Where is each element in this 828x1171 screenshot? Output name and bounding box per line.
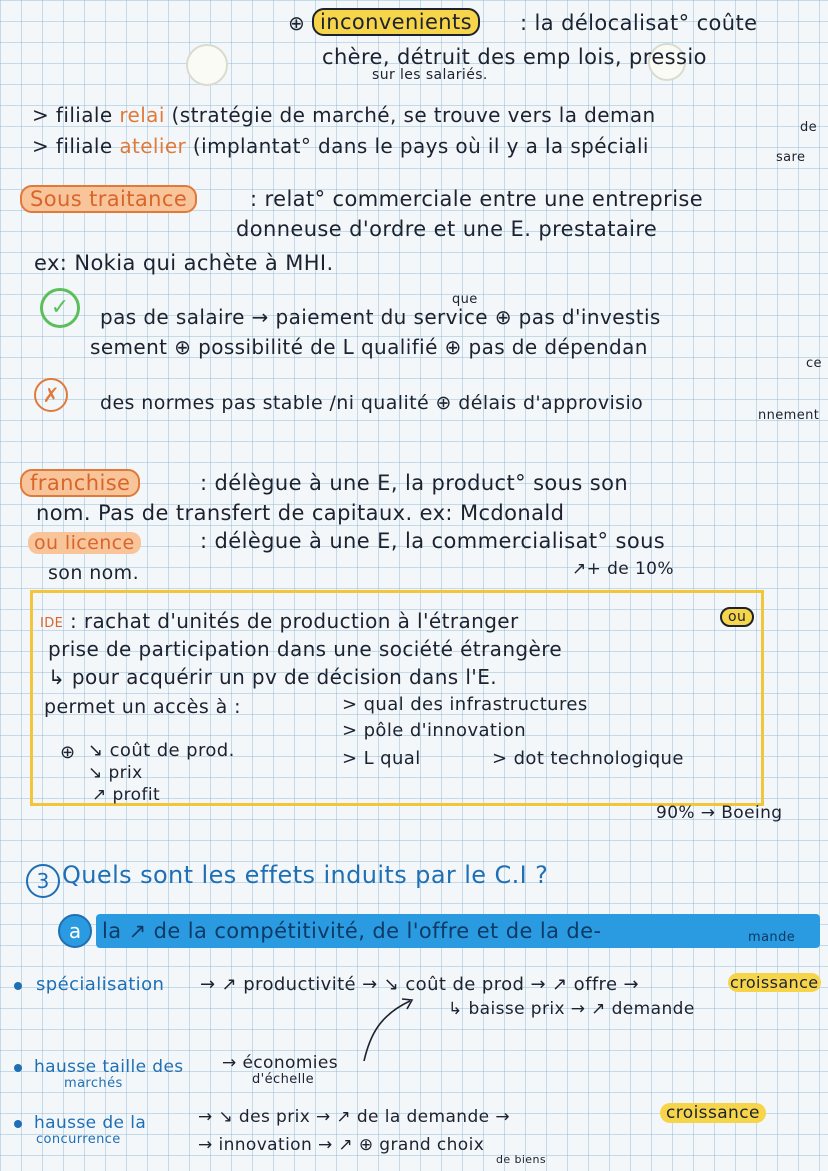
ide-gain-2: ↘ prix	[88, 763, 143, 783]
inconvenients-line-1: : la délocalisat° coûte	[520, 11, 758, 35]
effect-taille-label-2: marchés	[64, 1076, 123, 1091]
effect-concurrence-sub: de biens	[496, 1153, 546, 1166]
bullet-concurrence	[14, 1120, 22, 1128]
section-number-badge: 3	[26, 864, 60, 898]
franchise-label: franchise	[20, 470, 140, 496]
sous-traitance-pro-extra: ce	[806, 356, 822, 371]
effect-taille-chain-2: d'échelle	[252, 1072, 315, 1087]
ide-plus-icon: ⊕	[60, 742, 76, 763]
franchise-line-1: : délègue à une E, la product° sous son	[200, 471, 629, 495]
effect-specialisation-chain: → ↗ productivité → ↘ coût de prod → ↗ offre →	[200, 974, 640, 995]
filiale-relai-line: > filiale relai (stratégie de marché, se trouve vers la deman	[32, 103, 656, 127]
plus-icon: ⊕	[288, 11, 306, 35]
filiale-relai-extra: de	[800, 120, 818, 135]
effect-concurrence-chain-2: → innovation → ↗ ⊕ grand choix	[198, 1135, 485, 1155]
filiale-atelier-extra: sare	[776, 150, 806, 165]
ide-gain-3: ↗ profit	[92, 785, 161, 805]
ide-line-1: : rachat d'unités de production à l'étranger	[70, 609, 519, 633]
sous-traitance-que: que	[452, 292, 478, 307]
ide-acces-3: > L qual	[342, 748, 421, 769]
effect-specialisation-label: spécialisation	[36, 974, 165, 995]
ide-gain-1: ↘ coût de prod.	[88, 740, 235, 761]
bullet-specialisation	[14, 982, 22, 990]
ide-acces-4: > dot technologique	[492, 748, 684, 769]
curved-arrow	[360, 995, 420, 1065]
sous-traitance-line-2: donneuse d'ordre et une E. prestataire	[236, 217, 658, 241]
effect-specialisation-sub: ↳ baisse prix → ↗ demande	[448, 999, 695, 1019]
ide-line-3: ↳ pour acquérir un pv de décision dans l'E.	[48, 665, 497, 689]
licence-line-1: : délègue à une E, la commercialisat° sous	[200, 529, 666, 553]
ide-line-2: prise de participation dans une société étrangère	[48, 637, 563, 661]
inconvenients-line-2: chère, détruit des emp lois, pressio	[322, 45, 707, 69]
inconvenients-line-3: sur les salariés.	[372, 67, 488, 83]
inconvenients-label: inconvenients	[312, 9, 480, 35]
binder-hole-top	[186, 44, 228, 86]
effect-concurrence-chain: → ↘ des prix → ↗ de la demande →	[198, 1107, 510, 1127]
effect-taille-label: hausse taille des	[34, 1057, 184, 1077]
sous-traitance-con-extra: nnement	[758, 408, 820, 423]
effect-specialisation-end: croissance	[730, 973, 819, 992]
sous-traitance-pro-line-2: sement ⊕ possibilité de L qualifié ⊕ pas de dépendan	[90, 335, 648, 359]
sous-traitance-label: Sous traitance	[20, 186, 197, 212]
sous-traitance-pro-line-1: pas de salaire → paiement du service ⊕ pas d'investis	[100, 305, 661, 329]
subsection-letter-badge: a	[58, 914, 92, 948]
ide-abbr: IDE	[40, 616, 64, 631]
section-3-title: Quels sont les effets induits par le C.I ?	[62, 861, 549, 889]
ide-acces-2: > pôle d'innovation	[342, 720, 527, 741]
bullet-taille-marches	[14, 1064, 22, 1072]
sous-traitance-example: ex: Nokia qui achète à MHI.	[34, 251, 334, 275]
sous-traitance-con-line: des normes pas stable /ni qualité ⊕ délais d'approvisio	[100, 392, 644, 414]
sous-traitance-line-1: : relat° commerciale entre une entreprise	[250, 187, 704, 211]
boeing-note: 90% → Boeing	[656, 803, 783, 823]
effect-concurrence-label: hausse de la	[34, 1113, 147, 1133]
effect-concurrence-label-2: concurrence	[36, 1132, 121, 1147]
ten-percent-note: ↗+ de 10%	[572, 559, 674, 579]
check-icon: ✓	[40, 288, 80, 328]
effect-concurrence-end: croissance	[660, 1100, 766, 1126]
franchise-line-2: nom. Pas de transfert de capitaux. ex: Mcdonald	[36, 501, 565, 525]
ide-ou-badge: ou	[720, 604, 754, 630]
licence-line-2: son nom.	[48, 562, 140, 584]
cross-icon: ✗	[34, 378, 68, 412]
ide-line-4: permet un accès à :	[44, 696, 241, 718]
ide-acces-1: > qual des infrastructures	[342, 694, 588, 715]
licence-label: ou licence	[28, 530, 141, 556]
effect-taille-chain: → économies	[222, 1053, 339, 1073]
filiale-atelier-line: > filiale atelier (implantat° dans le pays où il y a la spéciali	[32, 134, 649, 158]
subsection-title: la ↗ de la compétitivité, de l'offre et de la de-	[102, 919, 602, 943]
subsection-title-extra: mande	[748, 930, 796, 945]
